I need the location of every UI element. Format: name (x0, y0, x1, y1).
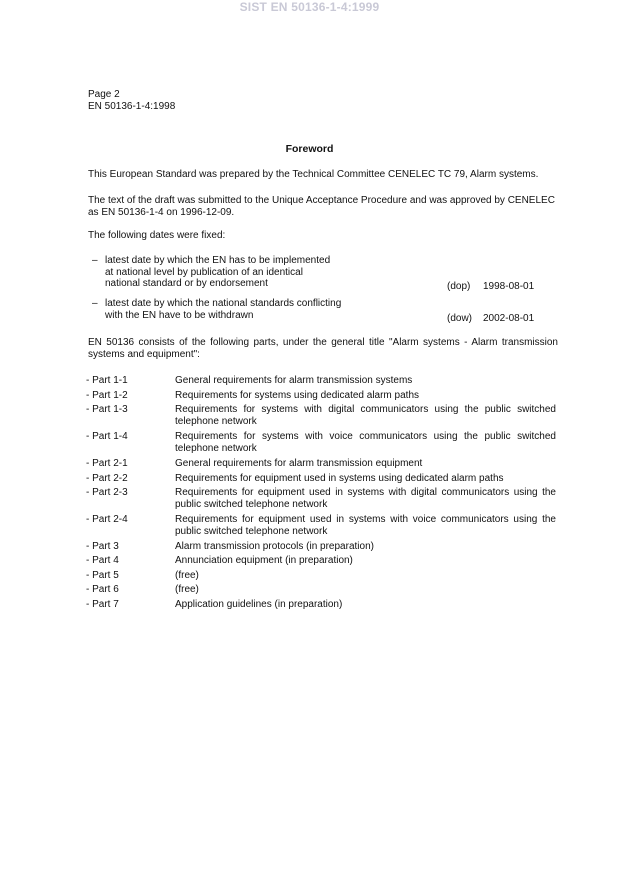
part-description: (free) (175, 570, 199, 581)
date-abbreviation: (dow) (447, 313, 473, 324)
part-description: Requirements for systems with voice communicators using the public switched telephone network (175, 431, 556, 454)
page-header (88, 89, 175, 113)
date-line: national standard or by endorsement (105, 278, 268, 289)
document-reference: EN 50136-1-4:1998 (88, 101, 176, 112)
part-number: - Part 1-3 (86, 404, 128, 415)
date-item-dow (92, 298, 562, 324)
part-description: Requirements for systems using dedicated alarm paths (175, 390, 420, 401)
date-abbreviation: (dop) (447, 281, 471, 292)
foreword-paragraph-2: The text of the draft was submitted to the Unique Acceptance Procedure and was approved by CENELEC as EN 50136-1-4 on 1996-12-09. (88, 195, 555, 218)
part-number: - Part 1-1 (86, 375, 128, 386)
date-line: with the EN have to be withdrawn (105, 309, 254, 321)
list-dash: – (92, 298, 98, 309)
part-number: - Part 5 (86, 570, 119, 581)
part-number: - Part 1-4 (86, 431, 128, 442)
part-number: - Part 2-3 (86, 487, 128, 498)
part-number: - Part 2-4 (86, 514, 128, 525)
foreword-paragraph-1: This European Standard was prepared by the Technical Committee CENELEC TC 79, Alarm systems. (88, 169, 539, 180)
part-description: Alarm transmission protocols (in preparation) (175, 541, 374, 552)
part-number: - Part 6 (86, 584, 119, 595)
part-description: Requirements for equipment used in systems with digital communicators using the public switched telephone network (175, 487, 556, 510)
part-description: Requirements for systems with digital communicators using the public switched telephone network (175, 404, 556, 427)
part-number: - Part 4 (86, 555, 119, 566)
date-line: latest date by which the EN has to be implemented (105, 255, 331, 266)
part-description: Annunciation equipment (in preparation) (175, 555, 353, 566)
date-item-dop (92, 255, 562, 291)
date-item-text (105, 298, 435, 321)
foreword-paragraph-4: EN 50136 consists of the following parts, under the general title "Alarm systems - Alarm transmission systems and equipment": (88, 337, 558, 360)
foreword-paragraph-3: The following dates were fixed: (88, 230, 226, 241)
page-number: Page 2 (88, 89, 120, 100)
part-description: (free) (175, 584, 199, 595)
part-description: Requirements for equipment used in systems with voice communicators using the public switched telephone network (175, 514, 556, 537)
date-item-text (105, 255, 435, 290)
date-value: 1998-08-01 (483, 281, 535, 292)
foreword-heading: Foreword (285, 143, 334, 155)
list-dash: – (92, 255, 98, 266)
part-number: - Part 2-2 (86, 473, 128, 484)
part-description: General requirements for alarm transmission equipment (175, 458, 423, 469)
date-value: 2002-08-01 (483, 313, 535, 324)
part-description: General requirements for alarm transmission systems (175, 375, 413, 386)
part-description: Requirements for equipment used in systems using dedicated alarm paths (175, 473, 504, 484)
part-number: - Part 7 (86, 599, 119, 610)
part-number: - Part 1-2 (86, 390, 128, 401)
part-number: - Part 2-1 (86, 458, 128, 469)
watermark-text: SIST EN 50136-1-4:1999 (239, 0, 380, 14)
date-line: at national level by publication of an identical (105, 266, 303, 278)
part-number: - Part 3 (86, 541, 119, 552)
date-line: latest date by which the national standards conflicting (105, 298, 342, 309)
part-description: Application guidelines (in preparation) (175, 599, 343, 610)
